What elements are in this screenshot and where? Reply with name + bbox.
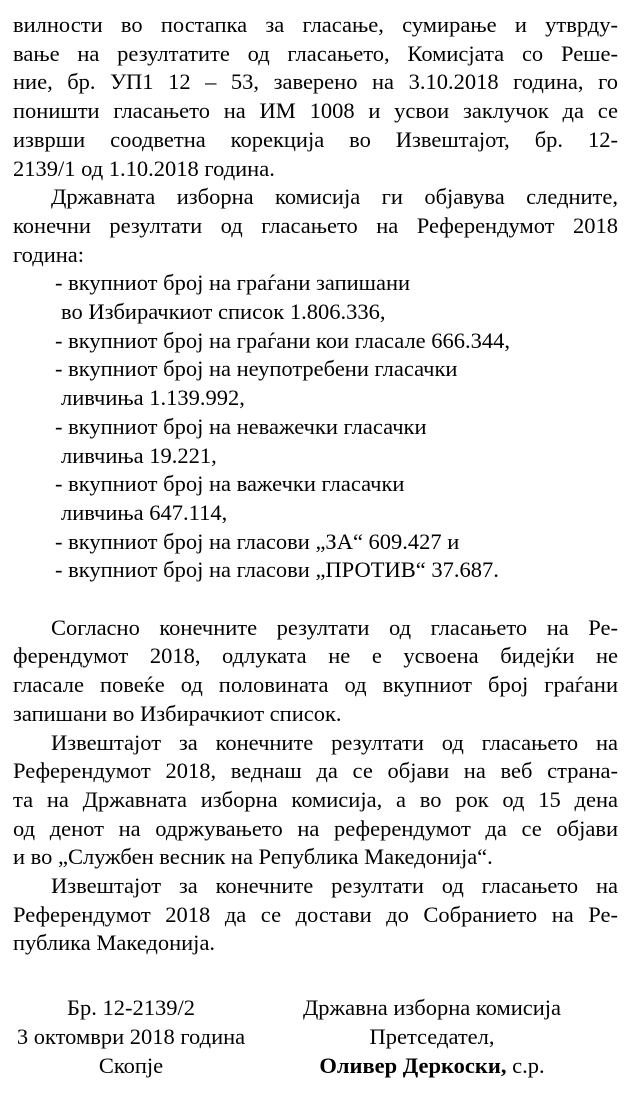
text-line: конечни резултати од гласањето на Референдумот 2018 <box>13 212 618 238</box>
list-item-line: ливчиња 1.139.992, <box>61 385 245 411</box>
text-line: вилности во постапка за гласање, сумирање и утврду- <box>13 12 618 37</box>
list-item-line: - вкупниот број на граѓани кои гласале 666.344, <box>55 327 511 353</box>
text-line: Референдумот 2018, веднаш да се објави на веб страна- <box>13 758 618 784</box>
text-line: та на Државната изборна комисија, а во рок од 15 дена <box>13 786 618 812</box>
text-line: од денот на одржувањето на референдумот да се објави <box>13 815 618 841</box>
text-line: вање на резултатите од гласањето, Комисјата со Реше- <box>13 40 618 66</box>
document-body <box>13 11 618 958</box>
issuer-block <box>262 993 602 1080</box>
list-item-line: ливчиња 647.114, <box>61 499 228 525</box>
issuer-name: Државна изборна комисија <box>302 995 562 1020</box>
text-line: 2139/1 од 1.10.2018 година. <box>13 155 275 181</box>
text-line: година: <box>13 241 85 267</box>
text-line: Извештајот за конечните резултати од гласањето на <box>51 729 618 755</box>
list-item-line: - вкупниот број на граѓани запишани <box>55 270 411 296</box>
list-item-line: - вкупниот број на неупотребени гласачки <box>55 356 458 382</box>
text-line: ферендумот 2018, одлуката не е усвоена бидејќи не <box>13 643 618 669</box>
signer-line <box>262 1051 602 1080</box>
list-item-line: - вкупниот број на гласови „ЗА“ 609.427 и <box>55 528 460 554</box>
signer-name: Оливер Деркоски, <box>319 1053 507 1078</box>
text-line: Извештајот за конечните резултати од гласањето на <box>51 873 618 899</box>
document-date: 3 октомври 2018 година <box>16 1024 246 1049</box>
text-line: Референдумот 2018 да се достави до Собранието на Ре- <box>13 901 618 927</box>
list-item-line: ливчиња 19.221, <box>61 442 217 468</box>
text-line: Согласно конечните резултати од гласањето на Ре- <box>51 614 618 640</box>
text-line: публика Македонија. <box>13 930 216 956</box>
list-item-line: во Избирачкиот список 1.806.336, <box>61 299 386 325</box>
text-line: Државната изборна комисија ги објавува следните, <box>51 184 618 210</box>
text-line: гласале повеќе од половината од вкупниот број граѓани <box>13 672 618 698</box>
document-number-block <box>0 993 262 1080</box>
signature-block <box>0 993 631 1088</box>
document-city: Скопје <box>98 1053 164 1078</box>
text-line: и во „Службен весник на Република Македонија“. <box>13 844 493 870</box>
text-line: поништи гласањето на ИМ 1008 и усвои заклучок да се <box>13 98 618 124</box>
text-line: запишани во Избирачкиот список. <box>13 700 342 726</box>
signer-suffix: с.р. <box>506 1053 545 1078</box>
issuer-title: Претседател, <box>369 1024 495 1049</box>
paragraph-gap <box>13 585 618 614</box>
text-line: ние, бр. УП1 12 – 53, заверено на 3.10.2018 година, го <box>13 69 618 95</box>
list-item-line: - вкупниот број на важечки гласачки <box>55 471 405 497</box>
list-item-line: - вкупниот број на гласови „ПРОТИВ“ 37.687. <box>55 557 499 583</box>
text-line: изврши соодветна корекција во Извештајот, бр. 12- <box>13 126 618 152</box>
document-number: Бр. 12-2139/2 <box>67 995 195 1020</box>
list-item-line: - вкупниот број на неважечки гласачки <box>55 413 427 439</box>
